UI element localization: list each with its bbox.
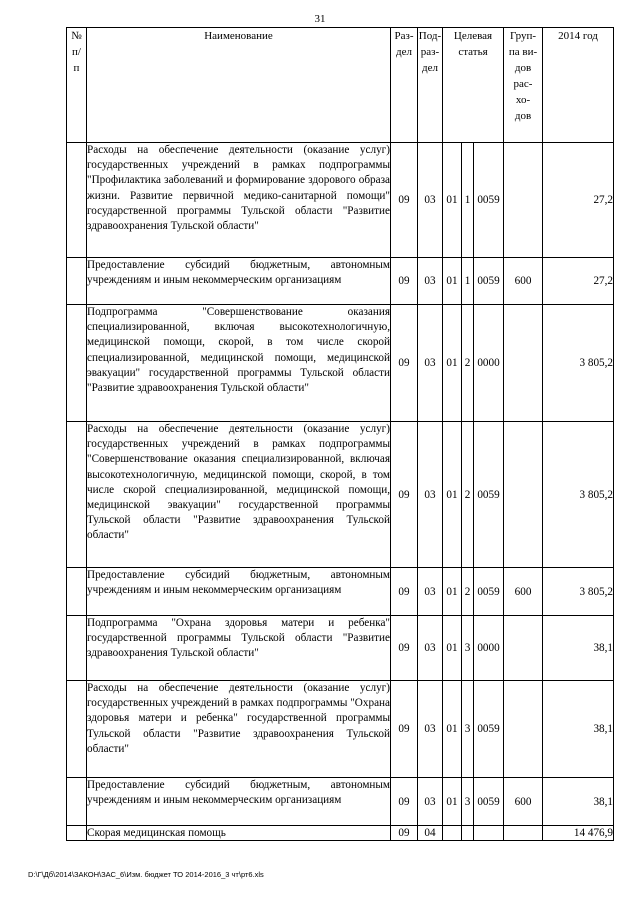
row-section-cell: 09 — [391, 778, 418, 826]
row-target-part2-cell: 3 — [462, 778, 474, 826]
row-target-part3-cell: 0059 — [474, 258, 504, 305]
row-number-cell — [67, 422, 87, 568]
row-subsection-cell: 03 — [418, 305, 443, 422]
table-row — [67, 826, 614, 841]
table-row — [67, 305, 614, 422]
table-row — [67, 568, 614, 616]
row-target-part2-cell: 1 — [462, 143, 474, 258]
header-expense-group: Груп- па ви- дов рас- хо- дов — [504, 28, 543, 143]
row-target-part1-cell: 01 — [443, 305, 462, 422]
header-target-article: Целевая статья — [443, 28, 504, 143]
row-name-cell: Расходы на обеспечение деятельности (оказание услуг) государственных учреждений в рамках подпрограммы "Охрана здоровья матери и ребенка" государственной программы Тульской области "Развитие здравоохранения Тульской области" — [87, 681, 391, 778]
table-row — [67, 422, 614, 568]
row-target-part2-cell: 3 — [462, 681, 474, 778]
budget-table — [66, 27, 614, 841]
header-section: Раз- дел — [391, 28, 418, 143]
row-target-part1-cell: 01 — [443, 778, 462, 826]
row-name-cell: Предоставление субсидий бюджетным, автономным учреждениям и иным некоммерческим организациям — [87, 778, 391, 826]
row-subsection-cell: 03 — [418, 143, 443, 258]
row-target-part1-cell: 01 — [443, 681, 462, 778]
row-amount-cell: 27,2 — [543, 258, 614, 305]
row-number-cell — [67, 258, 87, 305]
row-target-part1-cell: 01 — [443, 422, 462, 568]
row-subsection-cell: 04 — [418, 826, 443, 841]
row-target-part3-cell: 0000 — [474, 616, 504, 681]
row-target-part3-cell — [474, 826, 504, 841]
row-expense-type-cell: 600 — [504, 258, 543, 305]
row-expense-type-cell: 600 — [504, 568, 543, 616]
row-section-cell: 09 — [391, 422, 418, 568]
row-expense-type-cell — [504, 681, 543, 778]
row-target-part3-cell: 0059 — [474, 681, 504, 778]
row-subsection-cell: 03 — [418, 616, 443, 681]
row-target-part1-cell: 01 — [443, 143, 462, 258]
row-name-cell: Подпрограмма "Совершенствование оказания специализированной, включая высокотехнологичную, медицинской помощи, скорой, в том числе скорой специализированной, медицинской помощи, медицинской эвакуации" государственной программы Тульской области "Развитие здравоохранения Тульской области" — [87, 305, 391, 422]
file-path-footer: D:\Г\Дб\2014\ЗАКОН\ЗАС_6\Изм. бюджет ТО 2014-2016_3 чт\рт6.xls — [28, 870, 264, 879]
row-amount-cell: 3 805,2 — [543, 568, 614, 616]
row-number-cell — [67, 778, 87, 826]
row-number-cell — [67, 568, 87, 616]
row-amount-cell: 3 805,2 — [543, 422, 614, 568]
table-header-row — [67, 28, 614, 143]
row-section-cell: 09 — [391, 305, 418, 422]
row-target-part2-cell: 3 — [462, 616, 474, 681]
row-subsection-cell: 03 — [418, 568, 443, 616]
row-number-cell — [67, 305, 87, 422]
row-number-cell — [67, 616, 87, 681]
row-amount-cell: 3 805,2 — [543, 305, 614, 422]
row-expense-type-cell — [504, 143, 543, 258]
table-row — [67, 258, 614, 305]
table-row — [67, 616, 614, 681]
header-year-2014: 2014 год — [543, 28, 614, 143]
row-subsection-cell: 03 — [418, 778, 443, 826]
table-row — [67, 681, 614, 778]
row-target-part3-cell: 0059 — [474, 422, 504, 568]
table-row — [67, 778, 614, 826]
row-section-cell: 09 — [391, 258, 418, 305]
row-subsection-cell: 03 — [418, 681, 443, 778]
row-target-part1-cell: 01 — [443, 616, 462, 681]
row-amount-cell: 14 476,9 — [543, 826, 614, 841]
table-row — [67, 143, 614, 258]
row-amount-cell: 38,1 — [543, 616, 614, 681]
header-name: Наименование — [87, 28, 391, 143]
row-name-cell: Расходы на обеспечение деятельности (оказание услуг) государственных учреждений в рамках подпрограммы "Профилактика заболеваний и формирование здорового образа жизни. Развитие первичной медико-санитарной помощи" государственной программы Тульской области "Развитие здравоохранения Тульской области" — [87, 143, 391, 258]
row-number-cell — [67, 826, 87, 841]
row-name-cell: Предоставление субсидий бюджетным, автономным учреждениям и иным некоммерческим организациям — [87, 568, 391, 616]
row-expense-type-cell — [504, 616, 543, 681]
row-target-part2-cell: 2 — [462, 568, 474, 616]
row-expense-type-cell: 600 — [504, 778, 543, 826]
row-target-part2-cell — [462, 826, 474, 841]
row-target-part2-cell: 2 — [462, 305, 474, 422]
row-target-part1-cell: 01 — [443, 568, 462, 616]
row-number-cell — [67, 143, 87, 258]
row-target-part2-cell: 2 — [462, 422, 474, 568]
row-target-part3-cell: 0000 — [474, 305, 504, 422]
row-target-part1-cell — [443, 826, 462, 841]
row-target-part1-cell: 01 — [443, 258, 462, 305]
row-section-cell: 09 — [391, 681, 418, 778]
row-name-cell: Скорая медицинская помощь — [87, 826, 391, 841]
row-section-cell: 09 — [391, 143, 418, 258]
row-section-cell: 09 — [391, 616, 418, 681]
row-target-part3-cell: 0059 — [474, 143, 504, 258]
row-section-cell: 09 — [391, 568, 418, 616]
row-number-cell — [67, 681, 87, 778]
row-target-part2-cell: 1 — [462, 258, 474, 305]
row-name-cell: Подпрограмма "Охрана здоровья матери и ребенка" государственной программы Тульской области "Развитие здравоохранения Тульской области" — [87, 616, 391, 681]
row-expense-type-cell — [504, 826, 543, 841]
row-expense-type-cell — [504, 305, 543, 422]
row-name-cell: Расходы на обеспечение деятельности (оказание услуг) государственных учреждений в рамках подпрограммы "Совершенствование оказания специализированной, включая высокотехнологичную, медицинской помощи, скорой, в том числе скорой специализированной, медицинской помощи, медицинской эвакуации" государственной программы Тульской области "Развитие здравоохранения Тульской области" — [87, 422, 391, 568]
row-section-cell: 09 — [391, 826, 418, 841]
row-name-cell: Предоставление субсидий бюджетным, автономным учреждениям и иным некоммерческим организациям — [87, 258, 391, 305]
row-amount-cell: 38,1 — [543, 681, 614, 778]
header-number: № п/ п — [67, 28, 87, 143]
row-target-part3-cell: 0059 — [474, 568, 504, 616]
row-target-part3-cell: 0059 — [474, 778, 504, 826]
header-subsection: Под- раз- дел — [418, 28, 443, 143]
row-subsection-cell: 03 — [418, 422, 443, 568]
page-number: 31 — [314, 13, 326, 25]
row-expense-type-cell — [504, 422, 543, 568]
row-subsection-cell: 03 — [418, 258, 443, 305]
row-amount-cell: 27,2 — [543, 143, 614, 258]
row-amount-cell: 38,1 — [543, 778, 614, 826]
